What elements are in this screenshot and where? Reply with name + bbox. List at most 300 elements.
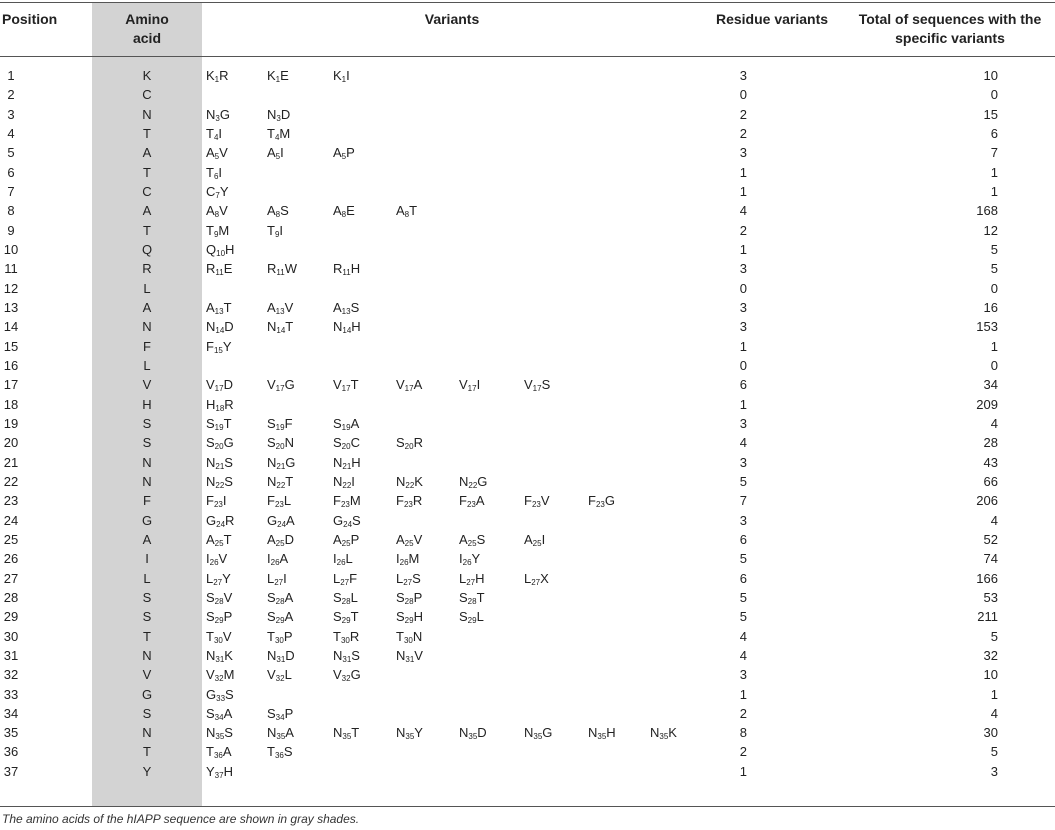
variant-cell [267, 627, 293, 648]
position-cell: 18 [3, 396, 19, 412]
variant-wild-residue: F [459, 493, 467, 509]
table-row [0, 395, 1055, 414]
variant-position-subscript: 28 [404, 596, 414, 606]
variant-wild-residue: A [206, 299, 215, 315]
table-row [0, 317, 1055, 336]
variant-position-subscript: 20 [214, 442, 224, 452]
variant-cell [333, 549, 353, 570]
variant-cell [267, 317, 293, 338]
residue-variants-cell: 3 [739, 415, 747, 431]
amino-acid-cell: T [143, 164, 151, 180]
table-row [0, 259, 1055, 278]
variant-position-subscript: 17 [341, 384, 351, 394]
variant-cell [267, 549, 288, 570]
position-cell: 22 [3, 473, 19, 489]
position-cell: 13 [3, 299, 19, 315]
residue-variants-cell: 1 [739, 241, 747, 257]
variant-position-subscript: 25 [532, 538, 542, 548]
header-residue-variants: Residue variants [715, 11, 829, 27]
residue-variants-cell: 4 [739, 647, 747, 663]
variant-position-subscript: 17 [467, 384, 477, 394]
variant-mutant-residue: R [412, 493, 423, 509]
variant-wild-residue: T [267, 744, 275, 760]
variant-wild-residue: N [333, 473, 343, 489]
variant-mutant-residue: I [218, 164, 223, 180]
position-cell: 12 [3, 280, 19, 296]
variant-position-subscript: 1 [275, 75, 281, 84]
variant-wild-residue: V [396, 377, 405, 393]
header-amino-acid-line1: Amino [125, 11, 169, 27]
variant-cell [267, 491, 291, 512]
variant-mutant-residue: D [284, 531, 294, 547]
variant-position-subscript: 8 [275, 210, 281, 220]
variant-mutant-residue: R [219, 68, 229, 83]
total-sequences-cell: 0 [990, 280, 998, 296]
table-row [0, 511, 1055, 530]
variant-position-subscript: 25 [341, 538, 351, 548]
variant-mutant-residue: I [476, 377, 481, 393]
variant-wild-residue: V [206, 667, 215, 683]
variant-position-subscript: 23 [274, 500, 284, 510]
variant-position-subscript: 25 [275, 538, 285, 548]
variant-cell [267, 259, 297, 280]
table-row [0, 221, 1055, 240]
residue-variants-cell: 4 [739, 203, 747, 219]
table-row [0, 66, 1055, 85]
total-sequences-cell: 5 [990, 261, 998, 277]
total-sequences-cell: 53 [983, 589, 998, 605]
amino-acid-cell: C [142, 87, 152, 103]
variant-position-subscript: 11 [215, 268, 224, 278]
variant-cell [206, 433, 234, 454]
variant-wild-residue: T [267, 628, 275, 644]
total-sequences-cell: 153 [976, 319, 998, 335]
variant-mutant-residue: S [224, 725, 233, 741]
variant-wild-residue: V [333, 377, 342, 393]
variant-position-subscript: 17 [275, 384, 285, 394]
variant-wild-residue: V [333, 667, 342, 683]
variant-position-subscript: 22 [215, 480, 225, 490]
variant-wild-residue: H [206, 396, 216, 412]
position-cell: 32 [3, 667, 19, 683]
variant-mutant-residue: S [352, 512, 361, 528]
variant-mutant-residue: A [413, 377, 423, 393]
variant-cell [333, 472, 355, 493]
variant-mutant-residue: A [223, 705, 233, 721]
amino-acid-cell: N [142, 319, 152, 335]
variant-position-subscript: 3 [276, 113, 281, 123]
residue-variants-cell: 5 [739, 551, 747, 567]
variant-cell [206, 491, 226, 512]
variant-cell [206, 569, 231, 590]
variant-position-subscript: 5 [341, 152, 347, 162]
variant-position-subscript: 30 [213, 635, 223, 645]
variant-mutant-residue: N [412, 628, 423, 644]
variant-position-subscript: 10 [216, 248, 226, 258]
residue-variants-cell: 6 [739, 531, 747, 547]
variant-wild-residue: I [267, 551, 271, 567]
variant-position-subscript: 1 [214, 75, 220, 84]
residue-variants-cell: 5 [739, 609, 747, 625]
variant-mutant-residue: I [351, 473, 355, 489]
variant-mutant-residue: I [222, 493, 227, 509]
variant-mutant-residue: T [223, 531, 232, 547]
variant-cell [267, 221, 283, 242]
residue-variants-cell: 3 [739, 319, 747, 335]
table-row [0, 298, 1055, 317]
residue-variants-cell: 3 [739, 145, 747, 161]
position-cell: 1 [7, 68, 15, 83]
variant-mutant-residue: W [284, 261, 297, 277]
amino-acid-cell: K [142, 68, 152, 83]
amino-acid-cell: T [143, 744, 151, 760]
variant-mutant-residue: K [414, 473, 423, 489]
variant-cell [267, 453, 295, 474]
variant-mutant-residue: R [413, 435, 423, 451]
amino-acid-cell: T [143, 628, 151, 644]
variant-position-subscript: 37 [214, 770, 224, 780]
table-row [0, 414, 1055, 433]
variant-position-subscript: 27 [274, 577, 284, 587]
variant-wild-residue: N [267, 725, 277, 741]
table-row [0, 124, 1055, 143]
residue-variants-cell: 5 [739, 589, 747, 605]
variant-position-subscript: 17 [404, 384, 414, 394]
total-sequences-cell: 10 [983, 68, 998, 83]
position-cell: 15 [3, 338, 19, 354]
variant-wild-residue: N [206, 473, 216, 489]
total-sequences-cell: 12 [983, 222, 998, 238]
variant-mutant-residue: K [224, 647, 233, 663]
position-cell: 23 [3, 493, 19, 509]
variant-mutant-residue: H [223, 763, 233, 779]
variant-position-subscript: 35 [405, 732, 415, 742]
total-sequences-cell: 1 [990, 338, 998, 354]
variant-wild-residue: A [267, 531, 276, 547]
variant-position-subscript: 31 [405, 654, 415, 664]
variant-cell [267, 665, 292, 686]
variant-cell [206, 588, 232, 609]
variant-wild-residue: A [206, 145, 215, 161]
variant-position-subscript: 7 [215, 190, 220, 200]
variant-mutant-residue: M [408, 551, 420, 567]
variant-mutant-residue: G [219, 106, 230, 122]
position-cell: 14 [3, 319, 19, 335]
variant-cell [206, 704, 232, 725]
variant-cell [206, 549, 227, 570]
variant-cell [459, 472, 487, 493]
position-cell: 35 [3, 725, 19, 741]
residue-variants-cell: 1 [739, 183, 747, 199]
variant-position-subscript: 32 [214, 674, 224, 684]
variant-position-subscript: 13 [214, 306, 224, 316]
variant-position-subscript: 26 [336, 558, 346, 568]
variant-mutant-residue: A [286, 512, 295, 528]
variant-mutant-residue: T [285, 473, 294, 489]
variant-cell [333, 723, 359, 744]
amino-acid-cell: T [143, 222, 151, 238]
variant-position-subscript: 25 [467, 538, 477, 548]
variant-wild-residue: S [267, 705, 276, 721]
total-sequences-cell: 1 [990, 183, 998, 199]
residue-variants-cell: 6 [739, 377, 747, 393]
total-sequences-cell: 10 [983, 667, 998, 683]
variant-wild-residue: T [396, 628, 404, 644]
variant-position-subscript: 28 [275, 596, 285, 606]
variant-cell [333, 375, 359, 396]
variant-wild-residue: F [206, 493, 214, 509]
variant-mutant-residue: S [412, 570, 421, 586]
variant-mutant-residue: L [350, 589, 358, 605]
variant-mutant-residue: Y [222, 570, 231, 586]
variant-mutant-residue: D [223, 377, 233, 393]
residue-variants-cell: 0 [739, 280, 747, 296]
variant-position-subscript: 26 [209, 558, 219, 568]
variant-cell [206, 627, 232, 648]
variant-cell [396, 201, 417, 222]
table-row [0, 549, 1055, 568]
variant-position-subscript: 6 [213, 171, 219, 181]
variant-wild-residue: S [459, 589, 468, 605]
variant-wild-residue: A [459, 531, 468, 547]
amino-acid-cell: C [142, 183, 152, 199]
variant-cell [459, 607, 484, 628]
variant-cell [267, 375, 295, 396]
variant-wild-residue: A [267, 299, 276, 315]
variant-wild-residue: Y [206, 763, 215, 779]
variant-wild-residue: S [396, 435, 405, 451]
variant-cell [396, 646, 423, 667]
variant-wild-residue: T [206, 628, 214, 644]
residue-variants-cell: 3 [739, 512, 747, 528]
variant-wild-residue: N [267, 647, 277, 663]
table-row [0, 356, 1055, 375]
amino-acid-cell: N [142, 647, 152, 663]
position-cell: 9 [7, 222, 15, 238]
variant-position-subscript: 23 [403, 500, 413, 510]
variant-mutant-residue: X [540, 570, 549, 586]
variant-cell [206, 375, 233, 396]
variant-wild-residue: L [459, 570, 467, 586]
amino-acid-cell: S [142, 435, 152, 451]
variant-cell [459, 569, 485, 590]
variant-cell [333, 491, 361, 512]
variant-wild-residue: L [524, 570, 532, 586]
variant-wild-residue: N [206, 725, 216, 741]
variant-cell [459, 375, 480, 396]
variant-cell [267, 124, 290, 145]
variant-wild-residue: L [267, 570, 275, 586]
table-row [0, 646, 1055, 665]
total-sequences-cell: 3 [990, 763, 998, 779]
variant-wild-residue: S [267, 415, 276, 431]
amino-acid-cell: T [143, 125, 151, 141]
variant-mutant-residue: P [284, 705, 294, 721]
variant-wild-residue: S [267, 609, 276, 625]
variant-mutant-residue: G [284, 377, 295, 393]
variant-wild-residue: A [333, 299, 342, 315]
variant-cell [524, 530, 545, 551]
variant-cell [206, 298, 232, 319]
variant-position-subscript: 29 [467, 616, 477, 626]
total-sequences-cell: 32 [983, 647, 998, 663]
variant-mutant-residue: A [475, 493, 485, 509]
variant-cell [267, 530, 294, 551]
total-sequences-cell: 15 [983, 106, 998, 122]
variant-cell [333, 588, 358, 609]
variant-cell [206, 472, 233, 493]
total-sequences-cell: 4 [990, 705, 998, 721]
variant-wild-residue: S [206, 589, 215, 605]
variant-mutant-residue: V [218, 551, 228, 567]
variant-mutant-residue: A [279, 551, 289, 567]
variant-cell [524, 569, 549, 590]
variant-position-subscript: 1 [341, 75, 347, 84]
variant-position-subscript: 5 [214, 152, 220, 162]
variant-position-subscript: 28 [214, 596, 224, 606]
residue-variants-cell: 2 [739, 222, 747, 238]
residue-variants-cell: 3 [739, 299, 747, 315]
table-row [0, 201, 1055, 220]
total-sequences-cell: 1 [990, 686, 998, 702]
variant-position-subscript: 24 [277, 519, 287, 529]
table-row [0, 163, 1055, 182]
variant-position-subscript: 30 [403, 635, 413, 645]
variant-position-subscript: 31 [342, 654, 352, 664]
residue-variants-cell: 1 [739, 338, 747, 354]
total-sequences-cell: 52 [983, 531, 998, 547]
residue-variants-cell: 3 [739, 454, 747, 470]
variant-mutant-residue: R [225, 512, 235, 528]
amino-acid-cell: A [142, 145, 152, 161]
variant-cell [333, 259, 360, 280]
position-cell: 29 [3, 609, 19, 625]
residue-variants-cell: 7 [739, 493, 747, 509]
position-cell: 25 [3, 531, 19, 547]
variant-mutant-residue: V [222, 628, 232, 644]
variant-wild-residue: F [524, 493, 532, 509]
variant-position-subscript: 25 [404, 538, 414, 548]
variant-mutant-residue: S [280, 203, 289, 219]
variant-wild-residue: S [333, 589, 342, 605]
variant-mutant-residue: T [409, 203, 418, 219]
variant-position-subscript: 23 [595, 500, 605, 510]
variant-position-subscript: 35 [468, 732, 478, 742]
variant-wild-residue: N [206, 647, 216, 663]
total-sequences-cell: 5 [990, 628, 998, 644]
total-sequences-cell: 0 [990, 357, 998, 373]
variant-mutant-residue: Y [222, 338, 232, 354]
variant-mutant-residue: M [223, 667, 235, 683]
variant-wild-residue: R [267, 261, 277, 277]
variant-mutant-residue: G [604, 493, 615, 509]
total-sequences-cell: 211 [977, 609, 998, 625]
position-cell: 31 [3, 647, 19, 663]
total-sequences-cell: 43 [983, 454, 998, 470]
variant-wild-residue: A [524, 531, 533, 547]
variant-cell [206, 646, 233, 667]
variant-cell [206, 685, 234, 706]
variant-cell [267, 646, 295, 667]
variant-wild-residue: A [396, 531, 405, 547]
variant-position-subscript: 5 [275, 152, 281, 162]
variant-cell [333, 66, 350, 87]
variant-mutant-residue: P [350, 531, 360, 547]
amino-acid-cell: G [141, 512, 153, 528]
variant-mutant-residue: D [224, 319, 234, 335]
variant-mutant-residue: V [540, 493, 550, 509]
variant-cell [206, 201, 228, 222]
position-cell: 21 [3, 454, 19, 470]
variant-wild-residue: S [396, 589, 405, 605]
variant-cell [396, 549, 419, 570]
variant-wild-residue: S [333, 609, 342, 625]
variant-position-subscript: 22 [342, 480, 352, 490]
residue-variants-cell: 1 [739, 686, 747, 702]
variant-position-subscript: 14 [215, 326, 225, 336]
variant-wild-residue: N [206, 106, 216, 122]
variant-position-subscript: 24 [343, 519, 353, 529]
variant-cell [459, 588, 485, 609]
variant-mutant-residue: S [351, 647, 360, 663]
variant-mutant-residue: T [223, 299, 232, 315]
amino-acid-cell: V [142, 667, 152, 683]
variant-wild-residue: S [206, 415, 215, 431]
position-cell: 28 [3, 589, 19, 605]
variant-position-subscript: 31 [276, 654, 286, 664]
variant-mutant-residue: T [350, 609, 359, 625]
variant-mutant-residue: H [225, 241, 235, 257]
variant-wild-residue: S [459, 609, 468, 625]
variant-wild-residue: R [333, 261, 343, 277]
variant-cell [267, 569, 287, 590]
variant-position-subscript: 32 [341, 674, 351, 684]
variant-wild-residue: G [206, 686, 217, 702]
variant-mutant-residue: H [413, 609, 423, 625]
variant-cell [206, 163, 222, 184]
variant-wild-residue: S [206, 705, 215, 721]
variant-wild-residue: N [459, 725, 469, 741]
variant-position-subscript: 29 [341, 616, 351, 626]
variant-position-subscript: 21 [215, 461, 225, 471]
variant-position-subscript: 25 [214, 538, 224, 548]
variant-mutant-residue: V [219, 203, 228, 219]
variant-cell [206, 762, 233, 783]
top-rule [0, 2, 1055, 3]
variant-wild-residue: N [396, 647, 406, 663]
variant-wild-residue: F [206, 338, 214, 354]
variant-wild-residue: R [206, 261, 216, 277]
position-cell: 34 [3, 705, 19, 721]
variant-wild-residue: G [267, 512, 278, 528]
variant-cell [267, 723, 294, 744]
header-total-sequences [845, 10, 1055, 48]
variant-mutant-residue: M [279, 125, 291, 141]
table-row [0, 742, 1055, 761]
variant-cell [396, 375, 422, 396]
variant-position-subscript: 18 [215, 403, 225, 413]
variant-position-subscript: 9 [274, 229, 280, 239]
variant-mutant-residue: A [222, 744, 232, 760]
variant-wild-residue: A [333, 203, 342, 219]
variant-mutant-residue: I [279, 222, 284, 238]
variant-position-subscript: 35 [533, 732, 543, 742]
total-sequences-cell: 74 [983, 551, 998, 567]
variant-cell [524, 723, 552, 744]
table-row [0, 453, 1055, 472]
amino-acid-cell: L [143, 357, 151, 373]
variant-wild-residue: I [396, 551, 400, 567]
